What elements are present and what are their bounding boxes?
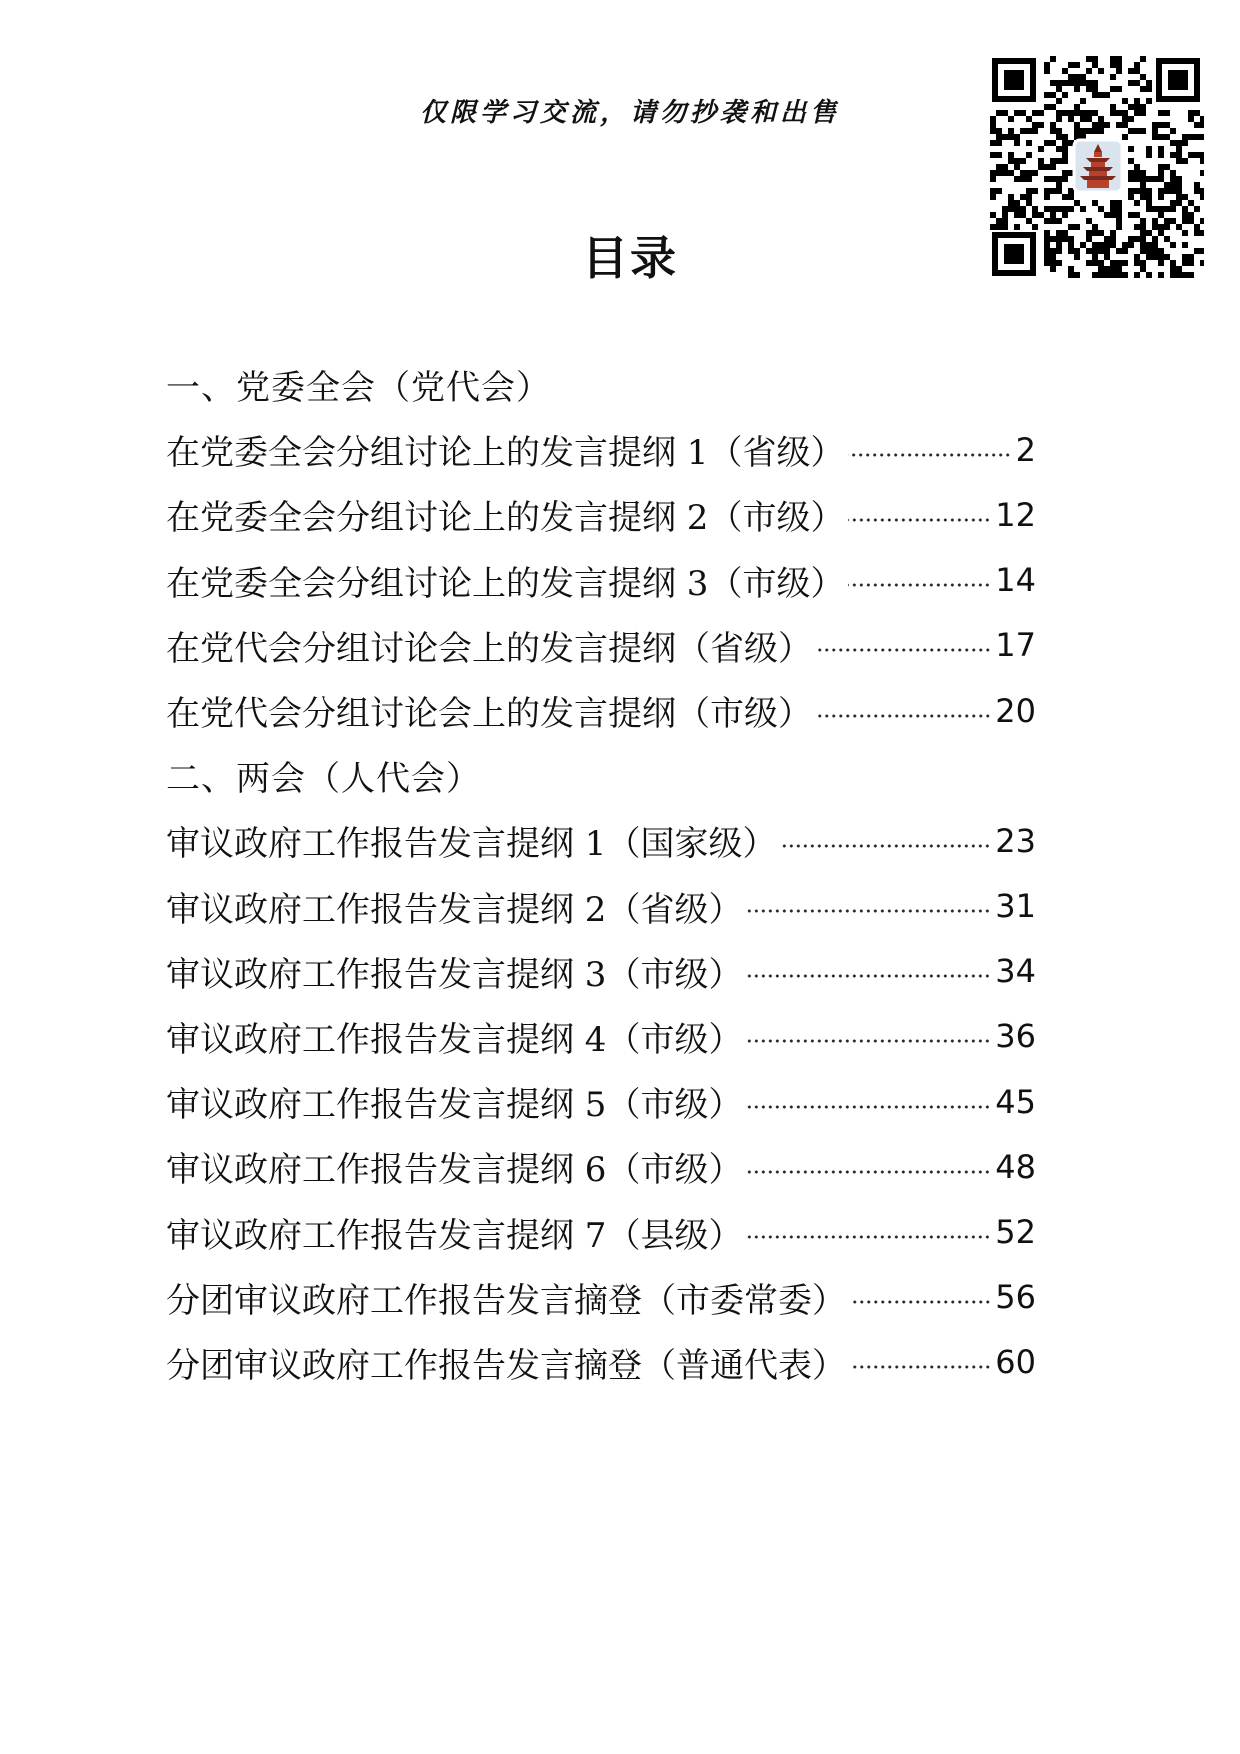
toc-dot-leader	[746, 907, 991, 915]
toc-entry[interactable]	[166, 482, 1036, 547]
toc-page-number: 34	[995, 952, 1036, 991]
toc-entry[interactable]	[166, 1199, 1036, 1264]
toc-page-number: 48	[995, 1147, 1036, 1186]
toc-entry-title: 分团审议政府工作报告发言摘登（市委常委）	[166, 1280, 846, 1321]
table-of-contents	[166, 352, 1036, 1395]
toc-dot-leader	[746, 1037, 991, 1045]
toc-page-number: 60	[995, 1343, 1036, 1382]
toc-section-heading	[166, 352, 1036, 417]
toc-entry[interactable]	[166, 874, 1036, 939]
toc-entry-title: 在党委全会分组讨论上的发言提纲 3（市级）	[166, 563, 845, 604]
toc-entry[interactable]	[166, 1134, 1036, 1199]
page-title: 目录	[582, 231, 678, 285]
toc-dot-leader	[746, 1168, 991, 1176]
toc-entry[interactable]	[166, 1330, 1036, 1395]
toc-entry[interactable]	[166, 417, 1036, 482]
toc-entry-title: 二、两会（人代会）	[166, 759, 481, 800]
toc-page-number: 56	[995, 1278, 1036, 1317]
toc-dot-leader	[848, 581, 991, 589]
toc-dot-leader	[850, 1298, 991, 1306]
toc-page-number: 2	[1015, 430, 1036, 469]
toc-entry[interactable]	[166, 548, 1036, 613]
toc-entry[interactable]	[166, 613, 1036, 678]
toc-entry-title: 审议政府工作报告发言提纲 5（市级）	[166, 1085, 743, 1126]
copyright-notice: 仅限学习交流，请勿抄袭和出售	[420, 98, 841, 128]
toc-entry-title: 审议政府工作报告发言提纲 1（国家级）	[166, 824, 777, 865]
toc-entry[interactable]	[166, 939, 1036, 1004]
toc-entry-title: 分团审议政府工作报告发言摘登（普通代表）	[166, 1345, 846, 1386]
toc-entry-title: 在党委全会分组讨论上的发言提纲 2（市级）	[166, 498, 845, 539]
toc-dot-leader	[746, 1233, 991, 1241]
toc-page-number: 31	[995, 887, 1036, 926]
pagoda-icon	[1074, 140, 1122, 192]
toc-entry-title: 审议政府工作报告发言提纲 3（市级）	[166, 954, 743, 995]
toc-section-heading	[166, 743, 1036, 808]
toc-entry[interactable]	[166, 1004, 1036, 1069]
toc-page-number: 52	[995, 1213, 1036, 1252]
toc-entry[interactable]	[166, 678, 1036, 743]
toc-entry-title: 审议政府工作报告发言提纲 4（市级）	[166, 1019, 743, 1060]
toc-entry-title: 审议政府工作报告发言提纲 2（省级）	[166, 889, 743, 930]
toc-dot-leader	[850, 1363, 991, 1371]
toc-dot-leader	[816, 712, 991, 720]
toc-entry[interactable]	[166, 808, 1036, 873]
toc-page-number: 14	[995, 561, 1036, 600]
toc-dot-leader	[746, 972, 991, 980]
toc-dot-leader	[746, 1103, 991, 1111]
toc-page-number: 20	[995, 691, 1036, 730]
toc-entry-title: 一、党委全会（党代会）	[166, 368, 551, 409]
toc-dot-leader	[780, 842, 991, 850]
toc-entry[interactable]	[166, 1069, 1036, 1134]
toc-page-number: 12	[995, 495, 1036, 534]
toc-entry-title: 审议政府工作报告发言提纲 7（县级）	[166, 1215, 743, 1256]
toc-page-number: 23	[995, 821, 1036, 860]
toc-entry-title: 在党代会分组讨论会上的发言提纲（市级）	[166, 694, 812, 735]
toc-entry-title: 审议政府工作报告发言提纲 6（市级）	[166, 1150, 743, 1191]
toc-dot-leader	[848, 516, 991, 524]
toc-entry-title: 在党代会分组讨论会上的发言提纲（省级）	[166, 628, 812, 669]
toc-dot-leader	[816, 646, 991, 654]
toc-page-number: 45	[995, 1082, 1036, 1121]
toc-page-number: 17	[995, 626, 1036, 665]
toc-entry[interactable]	[166, 1265, 1036, 1330]
toc-entry-title: 在党委全会分组讨论上的发言提纲 1（省级）	[166, 433, 845, 474]
toc-page-number: 36	[995, 1017, 1036, 1056]
toc-dot-leader	[848, 451, 1011, 459]
